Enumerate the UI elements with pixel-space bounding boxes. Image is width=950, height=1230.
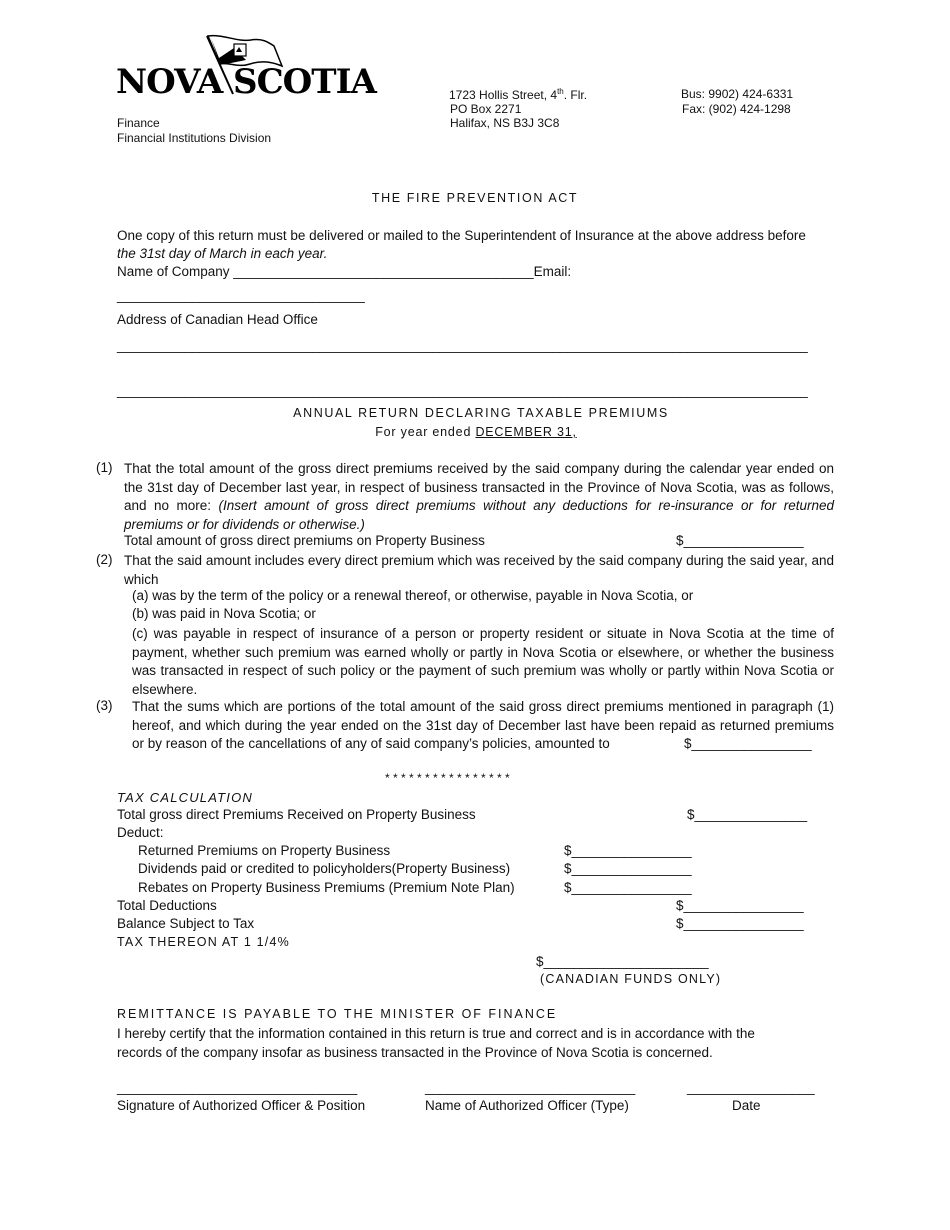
tax-amount-field[interactable]: $______________________ — [536, 954, 709, 969]
year-value: DECEMBER 31, — [475, 425, 577, 439]
section-divider: * * * * * * * * * * * * * * * * — [385, 771, 510, 785]
total-deductions-label: Total Deductions — [117, 898, 217, 913]
head-office-label: Address of Canadian Head Office — [117, 312, 318, 327]
item-1-total-label: Total amount of gross direct premiums on Property Business — [124, 533, 485, 548]
balance-field[interactable]: $________________ — [676, 916, 804, 931]
returned-premiums-label: Returned Premiums on Property Business — [138, 843, 391, 858]
total-gross-field[interactable]: $_______________ — [687, 807, 808, 822]
item-1-total-field[interactable]: $________________ — [676, 533, 804, 548]
date-label: Date — [732, 1098, 761, 1113]
phone-fax: Fax: (902) 424-1298 — [682, 102, 791, 116]
tax-rate-label: TAX THEREON AT 1 1/4% — [117, 935, 290, 949]
dept-name: Finance — [117, 116, 160, 130]
item-1-text: That the total amount of the gross direct premiums received by the said company during the calendar year ended on the 31st day of December last year, in respect of business transacted in the Province of Nova Scotia, was as follows, and no more: (Insert amount of gross direct premiums without any deductions for re-insurance or for returned premiums or for dividends or otherwise.) — [124, 461, 834, 532]
item-2-text: That the said amount includes every direct premium which was received by the said company during the said year, and which — [124, 553, 834, 587]
signature-label: Signature of Authorized Officer & Position — [117, 1098, 366, 1113]
head-office-line-2[interactable]: ____________________________________________________________________________________________ — [117, 383, 808, 398]
item-2b-text: (b) was paid in Nova Scotia; or — [132, 606, 316, 621]
address-street: 1723 Hollis Street, 4th. Flr. — [449, 87, 588, 102]
return-title: ANNUAL RETURN DECLARING TAXABLE PREMIUMS — [293, 406, 669, 420]
item-1-number: (1) — [96, 460, 113, 475]
logo — [116, 28, 376, 102]
division-name: Financial Institutions Division — [117, 131, 272, 145]
company-name-field[interactable]: Name of Company ________________________________________Email: — [117, 264, 572, 279]
rebates-label: Rebates on Property Business Premiums (Premium Note Plan) — [138, 880, 515, 895]
item-3-number: (3) — [96, 698, 113, 713]
act-title: THE FIRE PREVENTION ACT — [371, 191, 579, 205]
remittance-title: REMITTANCE IS PAYABLE TO THE MINISTER OF FINANCE — [117, 1007, 558, 1021]
dividends-label: Dividends paid or credited to policyholders(Property Business) — [138, 861, 511, 876]
officer-name-line[interactable]: ____________________________ — [425, 1080, 636, 1095]
signature-line[interactable]: ________________________________ — [117, 1080, 358, 1095]
deduct-label: Deduct: — [117, 825, 164, 840]
total-deductions-field[interactable]: $________________ — [676, 898, 804, 913]
item-2-number: (2) — [96, 552, 113, 567]
address-city: Halifax, NS B3J 3C8 — [450, 116, 560, 130]
returned-premiums-field[interactable]: $________________ — [564, 843, 692, 858]
logo-wordmark: NOVA SCOTIA — [116, 62, 376, 102]
intro-deadline: the 31st day of March in each year. — [117, 246, 328, 261]
item-3-field[interactable]: $________________ — [684, 736, 812, 751]
certification-text: I hereby certify that the information contained in this return is true and correct and is in accordance with the records of the company insofar as business transacted in the Province of Nova Scotia is concerned. — [117, 1026, 755, 1060]
rebates-field[interactable]: $________________ — [564, 880, 692, 895]
item-2c-text: (c) was payable in respect of insurance of a person or property resident or situate in Nova Scotia at the time of payment, whether such premium was earned wholly or partly in Nova Scotia or elsewhere, or whether the business was transacted in respect of such policy or the payment of such premium was wholly or partly within Nova Scotia or elsewhere. — [132, 626, 834, 697]
year-ended: For year ended DECEMBER 31, — [375, 425, 577, 439]
intro-text: One copy of this return must be delivered or mailed to the Superintendent of Insurance at the above address before — [117, 228, 806, 243]
officer-name-label: Name of Authorized Officer (Type) — [425, 1098, 629, 1113]
date-line[interactable]: _________________ — [687, 1080, 815, 1095]
head-office-line-1[interactable]: ____________________________________________________________________________________________ — [117, 338, 808, 353]
balance-label: Balance Subject to Tax — [117, 916, 255, 931]
dividends-field[interactable]: $________________ — [564, 861, 692, 876]
funds-note: (CANADIAN FUNDS ONLY) — [540, 972, 722, 986]
email-field-line[interactable]: _________________________________ — [117, 288, 365, 303]
total-gross-label: Total gross direct Premiums Received on Property Business — [117, 807, 476, 822]
address-pobox: PO Box 2271 — [450, 102, 522, 116]
item-2a-text: (a) was by the term of the policy or a renewal thereof, or otherwise, payable in Nova Scotia, or — [132, 588, 694, 603]
item-3-text: That the sums which are portions of the total amount of the said gross direct premiums mentioned in paragraph (1) hereof, and which during the year ended on the 31st day of December last have been repaid as returned premiums or by reason of the cancellations of any of said company’s policies, amounted to — [132, 699, 834, 751]
phone-bus: Bus: 9902) 424-6331 — [681, 87, 794, 101]
tax-title: TAX CALCULATION — [117, 790, 253, 805]
